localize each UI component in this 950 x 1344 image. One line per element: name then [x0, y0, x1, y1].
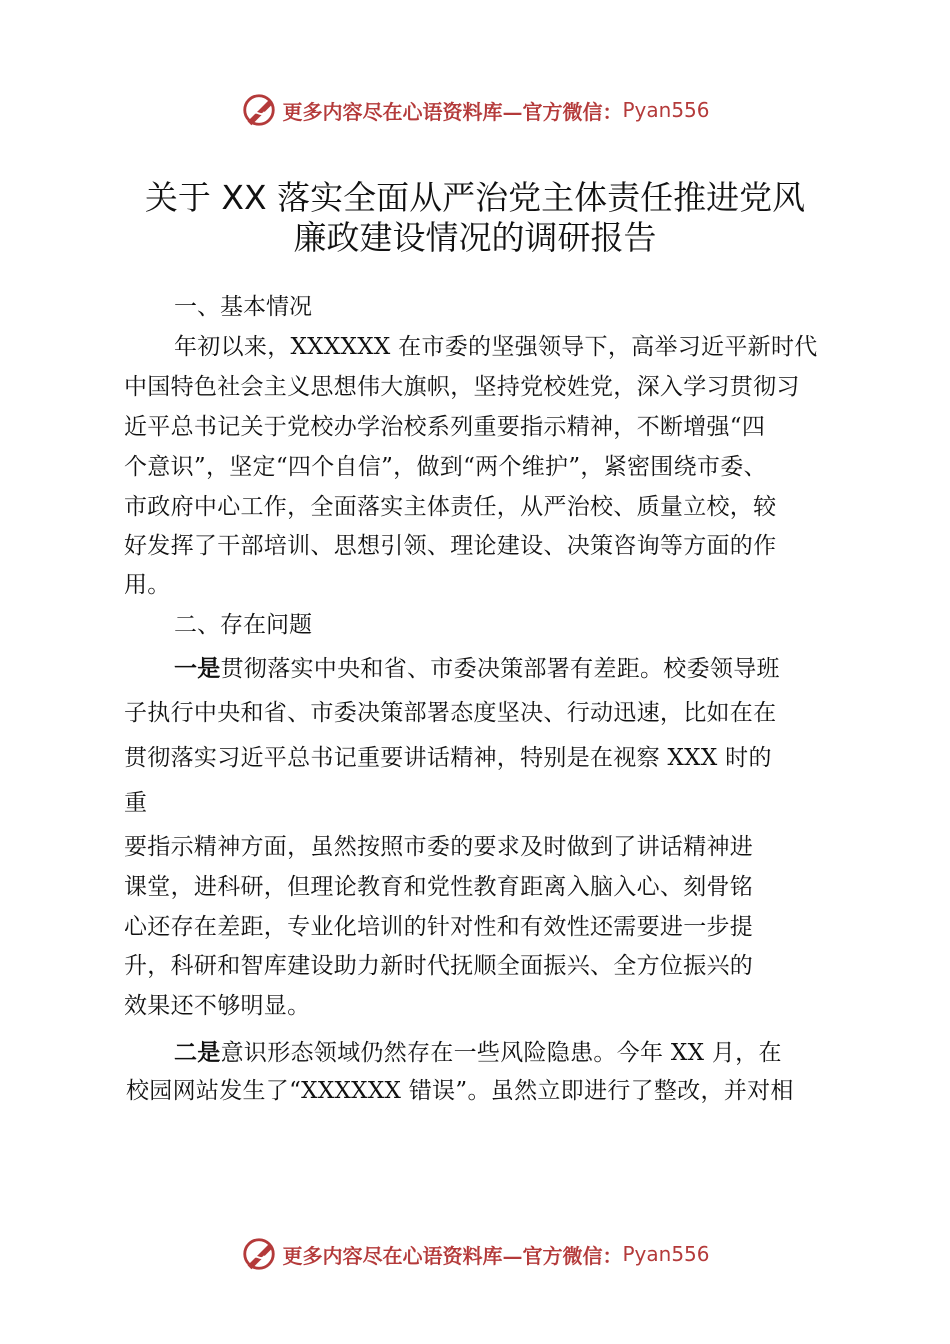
paragraph-line: 重 — [124, 790, 148, 816]
point-text: 贯彻落实中央和省、市委决策部署有差距。校委领导班 — [220, 656, 780, 682]
paragraph-line — [174, 650, 780, 683]
paragraph-line: 用。 — [124, 572, 171, 598]
title-line-1: 关于 XX 落实全面从严治党主体责任推进党风 — [144, 178, 806, 217]
paragraph-line: 好发挥了干部培训、思想引领、理论建设、决策咨询等方面的作 — [124, 533, 777, 559]
paragraph-line: 市政府中心工作，全面落实主体责任，从严治校、质量立校，较 — [124, 494, 777, 520]
banner-text: 更多内容尽在心语资料库—官方微信： — [282, 1243, 623, 1268]
section-heading-problems: 二、存在问题 — [174, 612, 312, 638]
pen-seal-icon — [240, 1235, 278, 1273]
paragraph-line: 要指示精神方面，虽然按照市委的要求及时做到了讲话精神进 — [124, 834, 754, 860]
paragraph-line: 年初以来，XXXXXX 在市委的坚强领导下，高举习近平新时代 — [174, 334, 818, 360]
paragraph-line: 个意识”，坚定“四个自信”，做到“两个维护”，紧密围绕市委、 — [124, 454, 767, 480]
paragraph-line: 升，科研和智库建设助力新时代抚顺全面振兴、全方位振兴的 — [124, 953, 754, 979]
title-line-2: 廉政建设情况的调研报告 — [293, 218, 657, 257]
paragraph-line — [174, 1034, 782, 1067]
point-text: 意识形态领域仍然存在一些风险隐患。今年 XX 月，在 — [220, 1040, 782, 1066]
header-banner — [0, 88, 950, 132]
banner-text: 更多内容尽在心语资料库—官方微信： — [282, 99, 623, 124]
paragraph-line: 子执行中央和省、市委决策部署态度坚决、行动迅速，比如在在 — [124, 700, 777, 726]
paragraph-line: 校园网站发生了“XXXXXX 错误”。虽然立即进行了整改，并对相 — [126, 1078, 794, 1104]
wechat-id: Pyan556 — [622, 1242, 710, 1266]
paragraph-line: 贯彻落实习近平总书记重要讲话精神，特别是在视察 XXX 时的 — [124, 745, 772, 771]
wechat-id: Pyan556 — [622, 98, 710, 122]
footer-banner — [0, 1232, 950, 1276]
point-lead: 一是 — [174, 656, 221, 682]
document-title — [0, 178, 950, 258]
point-lead: 二是 — [174, 1040, 221, 1066]
section-heading-basic: 一、基本情况 — [174, 294, 312, 320]
paragraph-line: 近平总书记关于党校办学治校系列重要指示精神，不断增强“四 — [124, 414, 766, 440]
paragraph-line: 中国特色社会主义思想伟大旗帜，坚持党校姓党，深入学习贯彻习 — [124, 374, 800, 400]
pen-seal-icon — [240, 91, 278, 129]
paragraph-line: 课堂，进科研，但理论教育和党性教育距离入脑入心、刻骨铭 — [124, 874, 754, 900]
paragraph-line: 心还存在差距，专业化培训的针对性和有效性还需要进一步提 — [124, 914, 754, 940]
paragraph-line: 效果还不够明显。 — [124, 993, 311, 1019]
